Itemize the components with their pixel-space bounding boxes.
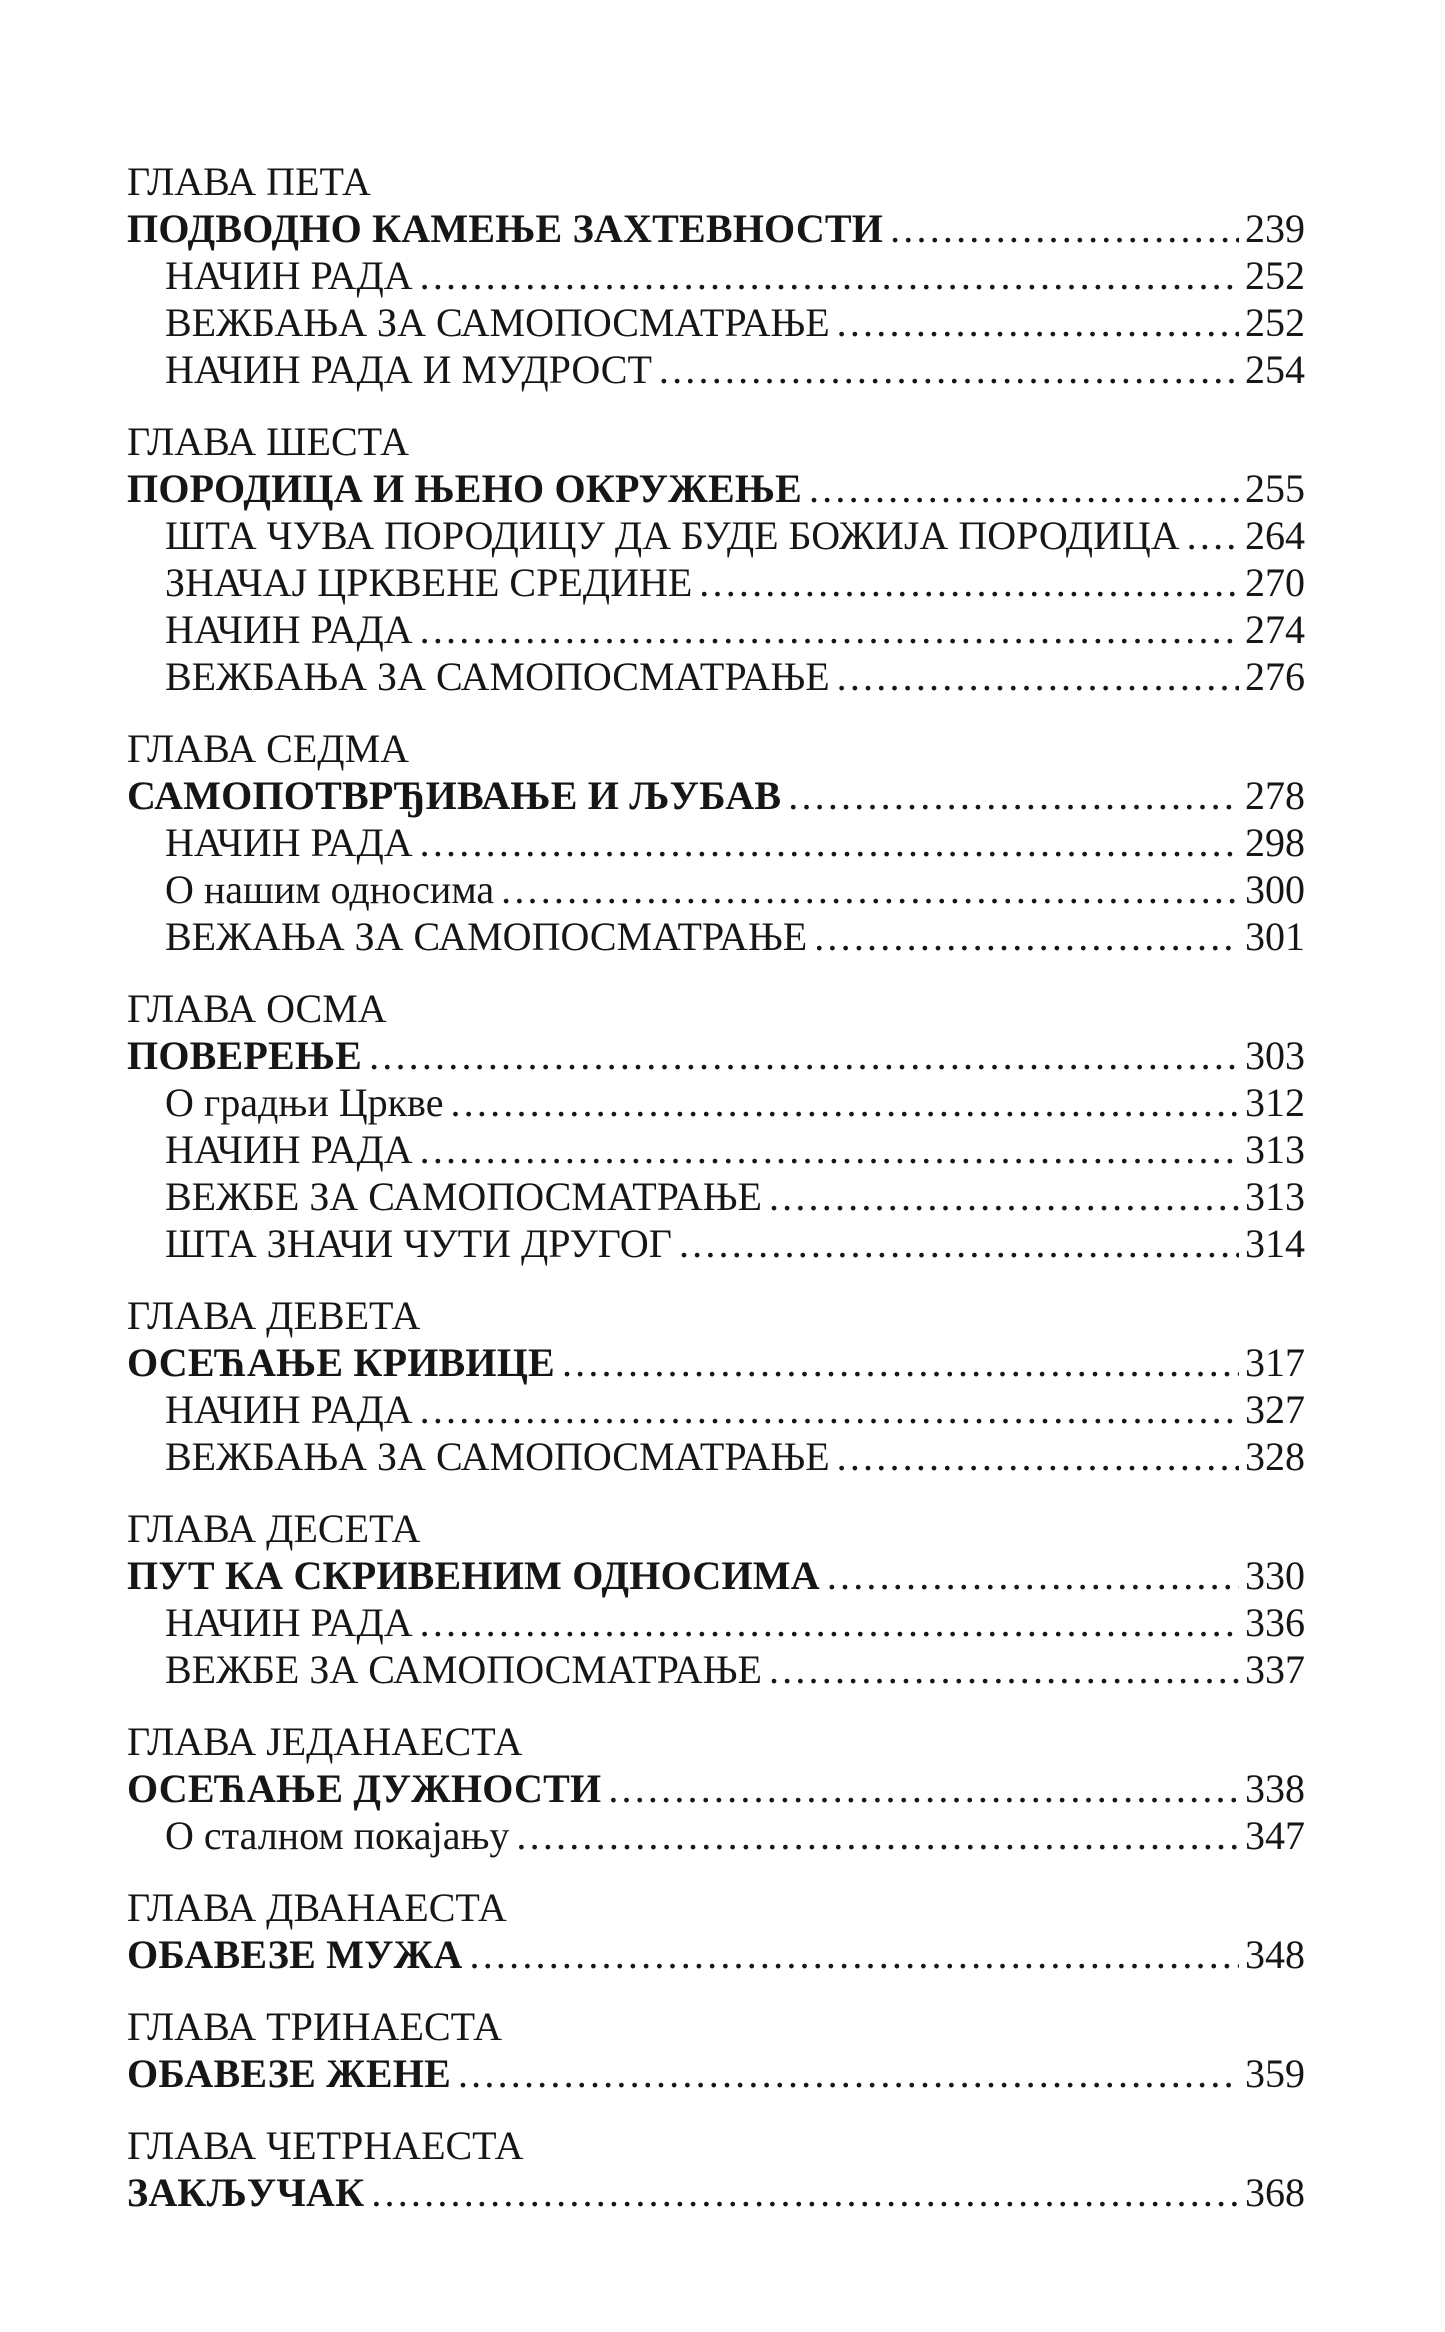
toc-entry-label: ЗНАЧАЈ ЦРКВЕНЕ СРЕДИНЕ <box>165 560 693 605</box>
chapter-heading: ГЛАВА ДЕСЕТА <box>127 1506 421 1551</box>
toc-section <box>127 725 1305 960</box>
dot-leader <box>788 772 1239 819</box>
toc-title-label: ОБАВЕЗЕ ЖЕНЕ <box>127 2051 451 2096</box>
page-number: 276 <box>1245 654 1305 699</box>
page-number: 270 <box>1245 560 1305 605</box>
toc-entry-row <box>127 559 1305 606</box>
dot-leader <box>679 1220 1239 1267</box>
toc-title-row <box>127 465 1305 512</box>
toc-entry-row <box>127 1079 1305 1126</box>
dot-leader <box>809 465 1239 512</box>
toc-entry-label: ВЕЖАЊА ЗА САМОПОСМАТРАЊЕ <box>165 914 808 959</box>
dot-leader <box>827 1552 1239 1599</box>
toc-entry-row <box>127 1220 1305 1267</box>
toc-entry-label: О градњи Цркве <box>165 1080 444 1125</box>
toc-title-row <box>127 1032 1305 1079</box>
page-number: 327 <box>1245 1387 1305 1432</box>
toc-section <box>127 2003 1305 2097</box>
page-number: 347 <box>1245 1813 1305 1858</box>
page-number: 338 <box>1245 1766 1305 1811</box>
chapter-heading: ГЛАВА ТРИНАЕСТА <box>127 2004 502 2049</box>
page-number: 252 <box>1245 300 1305 345</box>
toc-entry-row <box>127 346 1305 393</box>
chapter-heading: ГЛАВА СЕДМА <box>127 726 410 771</box>
toc-entry-row <box>127 512 1305 559</box>
toc-title-label: ПОДВОДНО КАМЕЊЕ ЗАХТЕВНОСТИ <box>127 206 884 251</box>
chapter-heading: ГЛАВА ШЕСТА <box>127 419 409 464</box>
page-number: 274 <box>1245 607 1305 652</box>
page-number: 368 <box>1245 2170 1305 2215</box>
toc-section <box>127 1505 1305 1693</box>
page-number: 317 <box>1245 1340 1305 1385</box>
page-number: 330 <box>1245 1553 1305 1598</box>
chapter-heading: ГЛАВА ОСМА <box>127 986 387 1031</box>
chapter-heading-row <box>127 1292 1305 1339</box>
dot-leader <box>420 1386 1239 1433</box>
page-number: 303 <box>1245 1033 1305 1078</box>
toc-title-row <box>127 2050 1305 2097</box>
toc-entry-row <box>127 252 1305 299</box>
toc-title-label: ПОРОДИЦА И ЊЕНО ОКРУЖЕЊЕ <box>127 466 802 511</box>
chapter-heading-row <box>127 418 1305 465</box>
toc-entry-row <box>127 1433 1305 1480</box>
toc-title-row <box>127 772 1305 819</box>
toc-entry-label: ВЕЖБАЊА ЗА САМОПОСМАТРАЊЕ <box>165 654 830 699</box>
toc-title-label: ОСЕЋАЊЕ ДУЖНОСТИ <box>127 1766 602 1811</box>
chapter-heading: ГЛАВА ДЕВЕТА <box>127 1293 421 1338</box>
toc-entry-label: ВЕЖБАЊА ЗА САМОПОСМАТРАЊЕ <box>165 1434 830 1479</box>
toc-entry-label: НАЧИН РАДА <box>165 253 413 298</box>
toc-list <box>127 158 1305 2216</box>
toc-entry-label: ВЕЖБЕ ЗА САМОПОСМАТРАЊЕ <box>165 1174 762 1219</box>
page-number: 314 <box>1245 1221 1305 1266</box>
page-number: 278 <box>1245 773 1305 818</box>
page-number: 264 <box>1245 513 1305 558</box>
dot-leader <box>420 252 1239 299</box>
toc-entry-label: ШТА ЧУВА ПОРОДИЦУ ДА БУДЕ БОЖИЈА ПОРОДИЦА <box>165 513 1180 558</box>
toc-entry-row <box>127 819 1305 866</box>
toc-entry-label: НАЧИН РАДА <box>165 1387 413 1432</box>
chapter-heading-row <box>127 2003 1305 2050</box>
toc-entry-label: НАЧИН РАДА И МУДРОСТ <box>165 347 652 392</box>
page-number: 255 <box>1245 466 1305 511</box>
toc-entry-row <box>127 866 1305 913</box>
toc-entry-row <box>127 913 1305 960</box>
toc-title-label: ОСЕЋАЊЕ КРИВИЦЕ <box>127 1340 555 1385</box>
toc-entry-row <box>127 1126 1305 1173</box>
page-number: 336 <box>1245 1600 1305 1645</box>
chapter-heading-row <box>127 985 1305 1032</box>
page-number: 301 <box>1245 914 1305 959</box>
page-number: 337 <box>1245 1647 1305 1692</box>
chapter-heading: ГЛАВА ЧЕТРНАЕСТА <box>127 2123 524 2168</box>
toc-entry-label: ШТА ЗНАЧИ ЧУТИ ДРУГОГ <box>165 1221 672 1266</box>
toc-entry-label: НАЧИН РАДА <box>165 820 413 865</box>
toc-entry-row <box>127 1812 1305 1859</box>
toc-entry-row <box>127 1599 1305 1646</box>
chapter-heading-row <box>127 1884 1305 1931</box>
toc-section <box>127 985 1305 1267</box>
toc-section <box>127 1292 1305 1480</box>
page-number: 328 <box>1245 1434 1305 1479</box>
toc-entry-row <box>127 299 1305 346</box>
chapter-heading-row <box>127 2122 1305 2169</box>
chapter-heading-row <box>127 725 1305 772</box>
dot-leader <box>890 205 1239 252</box>
chapter-heading: ГЛАВА ПЕТА <box>127 159 371 204</box>
toc-title-label: САМОПОТВРЂИВАЊЕ И ЉУБАВ <box>127 773 782 818</box>
page-number: 312 <box>1245 1080 1305 1125</box>
toc-title-label: ПУТ КА СКРИВЕНИМ ОДНОСИМА <box>127 1553 820 1598</box>
toc-entry-row <box>127 1386 1305 1433</box>
dot-leader <box>562 1339 1239 1386</box>
toc-section <box>127 1718 1305 1859</box>
toc-entry-label: О нашим односима <box>165 867 495 912</box>
dot-leader <box>659 346 1239 393</box>
toc-title-label: ОБАВЕЗЕ МУЖА <box>127 1932 463 1977</box>
dot-leader <box>369 1032 1239 1079</box>
dot-leader <box>371 2169 1239 2216</box>
dot-leader <box>450 1079 1239 1126</box>
toc-section <box>127 418 1305 700</box>
toc-title-label: ЗАКЉУЧАК <box>127 2170 365 2215</box>
page-number: 252 <box>1245 253 1305 298</box>
toc-entry-label: НАЧИН РАДА <box>165 607 413 652</box>
toc-section <box>127 1884 1305 1978</box>
toc-entry-label: ВЕЖБАЊА ЗА САМОПОСМАТРАЊЕ <box>165 300 830 345</box>
page-number: 254 <box>1245 347 1305 392</box>
dot-leader <box>458 2050 1239 2097</box>
dot-leader <box>470 1931 1239 1978</box>
dot-leader <box>501 866 1239 913</box>
chapter-heading-row <box>127 158 1305 205</box>
dot-leader <box>420 606 1239 653</box>
chapter-heading: ГЛАВА ДВАНАЕСТА <box>127 1885 507 1930</box>
dot-leader <box>769 1646 1239 1693</box>
chapter-heading: ГЛАВА ЈЕДАНАЕСТА <box>127 1719 523 1764</box>
toc-title-label: ПОВЕРЕЊЕ <box>127 1033 363 1078</box>
dot-leader <box>516 1812 1239 1859</box>
toc-entry-row <box>127 1646 1305 1693</box>
dot-leader <box>420 1126 1239 1173</box>
dot-leader <box>608 1765 1239 1812</box>
dot-leader <box>814 913 1239 960</box>
dot-leader <box>769 1173 1239 1220</box>
dot-leader <box>837 653 1239 700</box>
page-number: 300 <box>1245 867 1305 912</box>
chapter-heading-row <box>127 1718 1305 1765</box>
toc-entry-label: О сталном покајању <box>165 1813 510 1858</box>
toc-title-row <box>127 1339 1305 1386</box>
toc-entry-row <box>127 653 1305 700</box>
page-number: 359 <box>1245 2051 1305 2096</box>
toc-entry-label: НАЧИН РАДА <box>165 1127 413 1172</box>
dot-leader <box>420 819 1239 866</box>
dot-leader <box>699 559 1239 606</box>
dot-leader <box>1187 512 1239 559</box>
dot-leader <box>420 1599 1239 1646</box>
toc-entry-row <box>127 1173 1305 1220</box>
dot-leader <box>837 299 1239 346</box>
toc-title-row <box>127 1765 1305 1812</box>
toc-entry-label: НАЧИН РАДА <box>165 1600 413 1645</box>
toc-title-row <box>127 1931 1305 1978</box>
dot-leader <box>837 1433 1239 1480</box>
page-number: 348 <box>1245 1932 1305 1977</box>
page-number: 239 <box>1245 206 1305 251</box>
page-number: 313 <box>1245 1174 1305 1219</box>
toc-entry-label: ВЕЖБЕ ЗА САМОПОСМАТРАЊЕ <box>165 1647 762 1692</box>
page-number: 313 <box>1245 1127 1305 1172</box>
toc-section <box>127 158 1305 393</box>
chapter-heading-row <box>127 1505 1305 1552</box>
toc-title-row <box>127 205 1305 252</box>
toc-entry-row <box>127 606 1305 653</box>
toc-title-row <box>127 2169 1305 2216</box>
toc-title-row <box>127 1552 1305 1599</box>
page-number: 298 <box>1245 820 1305 865</box>
toc-section <box>127 2122 1305 2216</box>
